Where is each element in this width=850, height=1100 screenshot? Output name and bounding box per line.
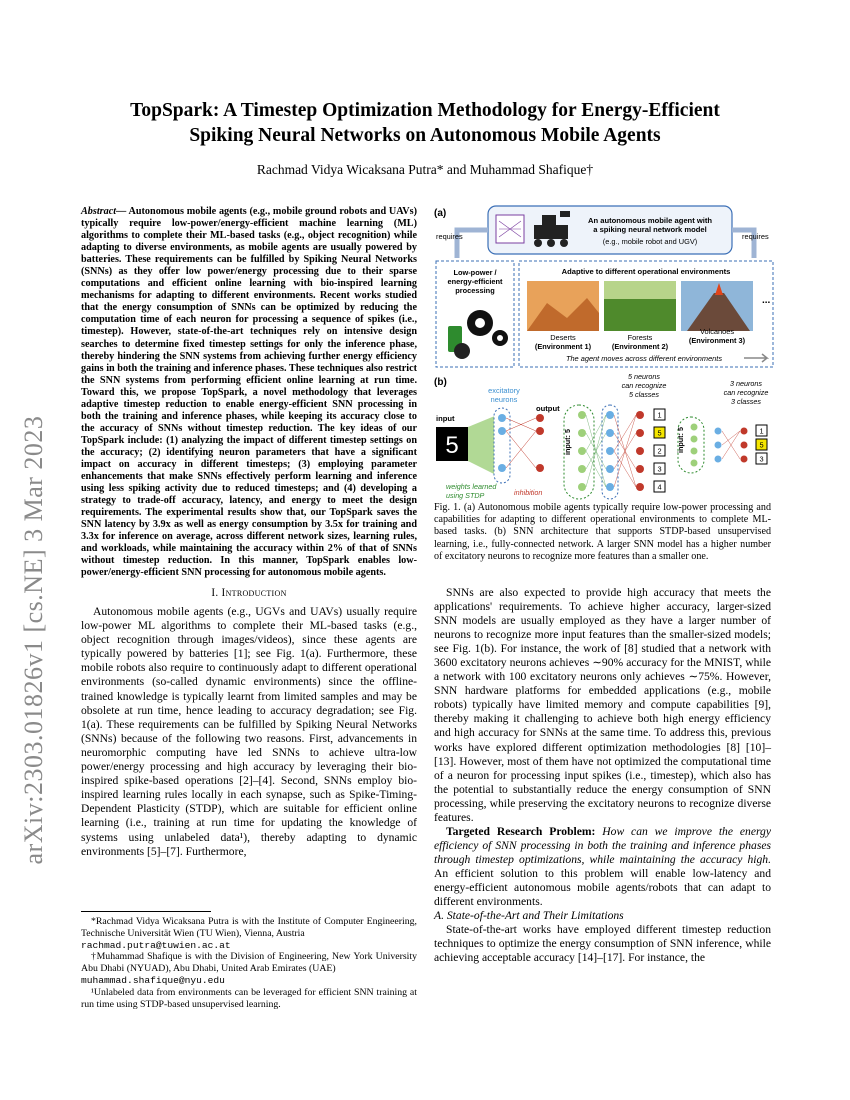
introduction-body xyxy=(81,605,417,859)
big-input-label: input: 5 xyxy=(563,429,572,455)
agent-sub: (e.g., mobile robot and UGV) xyxy=(602,237,698,246)
title-line-2: Spiking Neural Networks on Autonomous Mobile Agents xyxy=(189,125,661,146)
abstract-text: Autonomous mobile agents (e.g., mobile ground robots and UAVs) typically require low-power/energy-efficient machine learning (ML) algorithms to complete their ML-based tasks (e.g., object recognition) while adapting to diverse environments, as mobile agents are usually powered by batteries. These requirements can be fulfilled by Spiking Neural Networks (SNNs) as they offer low power/energy processing due to their sparse computations and efficient online learning with bio-inspired learning mechanisms for adapting to different environments. Recent works studied that the energy consumption of SNNs can be optimized by reducing the computation time of each neuron for processing a sequence of spikes (i.e., timestep). However, state-of-the-art techniques rely on intensive design searches to determine fixed timestep settings for only the inference phase, thereby hindering the SNN systems from achieving further energy efficiency gains in both the training and inference phases. These techniques also restrict the SNN systems from performing efficient online learning at run time. Toward this, we propose TopSpark, a novel methodology that leverages adaptive timestep reduction to enable energy-efficient SNN processing in both the training and inference phases, while keeping its accuracy close to the accuracy of SNNs without timestep reduction. The key ideas of our TopSpark include: (1) analyzing the impact of different timestep settings on the accuracy; (2) identifying neuron parameters that have a significant impact on accuracy in different timesteps; (3) employing parameter enhancements that make SNNs effectively perform learning and inference using less spiking activity due to reduced timesteps; and (4) developing a strategy to trade-off accuracy, latency, and energy to meet the design requirements. The experimental results show that, our TopSpark saves the SNN latency by 3.9x as well as energy consumption by 3.5x for training and 3.3x for inference on average, across different network sizes, learning rules, and workloads, while maintaining the accuracy within 2% of that of SNNs without timestep reduction. In this manner, TopSpark enables low-power/energy-efficient SNN processing for autonomous mobile agents. xyxy=(81,206,418,579)
small-input-label: input: 5 xyxy=(676,427,685,453)
email-1: rachmad.putra@tuwien.ac.at xyxy=(81,939,231,951)
intro-paragraph: Autonomous mobile agents (e.g., UGVs and UAVs) usually require low-power ML algorithms to complete their ML-based tasks (e.g., object recognition through images/videos), since these agents are typically powered by batteries [1]; see Fig. 1(a). Furthermore, these mobile robots also require to continuously adapt to different operational environments (so-called dynamic environments) since the offline-trained knowledge is typically learnt from limited samples and may be obsolete at run time, hence leading to accuracy degradation; see Fig. 1(a). These requirements can be fulfilled by Spiking Neural Networks (SNNs) because of the following two reasons. First, advancements in neuromorphic computing have led SNNs to achieve ultra-low power/energy processing and high accuracy by leveraging their bio-inspired spike-based operations [2]–[4]. Second, SNNs employ bio-inspired learning rules locally in each synapse, such as Spike-Timing-Dependent Plasticity (STDP), which are suitable for efficient online learning (i.e., training at run time for updating the knowledge of systems using unlabeled data¹), thereby adapting to dynamic environments [5]–[7]. Furthermore, xyxy=(81,605,417,858)
agent-title: An autonomous mobile agent with a spiking neural network model xyxy=(587,216,713,234)
right-column-body xyxy=(434,586,771,965)
abstract xyxy=(81,206,417,579)
small-class-label: 5 xyxy=(759,440,764,450)
right-paragraph-3: State-of-the-art works have employed different timestep reduction techniques to optimize the energy consumption of SNN inference, while achieving acceptable accuracy [14]–[17]. For instance, the xyxy=(434,923,771,965)
big-output-neurons xyxy=(636,411,644,491)
small-class-label: 3 xyxy=(759,454,764,464)
big-class-label: 1 xyxy=(657,410,662,420)
left-column xyxy=(81,206,417,859)
small-excitatory-neurons xyxy=(715,428,722,463)
trp-text: How can we improve the energy efficiency of SNN processing in both the training and inference phases through timestep optimizations, while maintaining the accuracy high. xyxy=(434,824,771,866)
fig-b-label: (b) xyxy=(434,377,447,388)
footnote-unlabeled-data: ¹Unlabeled data from environments can be leveraged for efficient SNN training at run time using STDP-based unsupervised learning. xyxy=(81,986,417,1010)
small-class-label: 1 xyxy=(759,426,764,436)
subsection-heading-a: A. State-of-the-Art and Their Limitations xyxy=(434,909,624,923)
env3-num: (Environment 3) xyxy=(688,336,746,345)
requires-left-label: requires xyxy=(436,232,463,241)
weights-label: weights learned using STDP xyxy=(446,482,497,500)
footnote-rule xyxy=(81,911,211,912)
trp-tail: An efficient solution to this problem will enable low-latency and energy-efficient autonomous mobile agents/robots that can adapt to different environments. xyxy=(434,866,771,909)
small-inhibition xyxy=(722,431,740,459)
input-label: input xyxy=(436,414,455,423)
big-net-caption: 5 neurons can recognize 5 classes xyxy=(621,372,667,399)
output-label: output xyxy=(536,404,560,413)
big-class-label: 4 xyxy=(657,482,662,492)
small-class-boxes xyxy=(756,425,767,464)
footnote-affiliation-2: †Muhammad Shafique is with the Division of Engineering, New York University Abu Dhabi (NYUAD), Abu Dhabi, United Arab Emirates (UAE) muhammad.shafique@nyu.edu xyxy=(81,951,417,986)
big-class-boxes xyxy=(654,409,665,492)
mnist-digit: 5 xyxy=(445,432,459,459)
figure-1-svg xyxy=(432,203,777,503)
author-list: Rachmad Vidya Wicaksana Putra* and Muhammad Shafique† xyxy=(256,162,594,177)
title-line-1: TopSpark: A Timestep Optimization Methodology for Energy-Efficient xyxy=(130,100,720,121)
figure-1-caption: Fig. 1. (a) Autonomous mobile agents typically require low-power processing and capabilities for adapting to different operational environments to complete ML-based tasks. (b) SNN architecture that supports STDP-based unsupervised learning, i.e., fully-connected network. A larger SNN model has a higher number of excitatory neurons to recognize more features than a smaller one. xyxy=(434,502,771,562)
forest-sky xyxy=(604,281,676,299)
inhibition-label: inhibition xyxy=(514,488,543,497)
big-class-label: 3 xyxy=(657,464,662,474)
footnote-affiliation-1: *Rachmad Vidya Wicaksana Putra is with the Institute of Computer Engineering, Technische Universität Wien (TU Wien), Vienna, Austria rachmad.putra@tuwien.ac.at xyxy=(81,916,417,951)
env3-name: Volcanoes xyxy=(699,327,735,336)
abstract-label: Abstract— xyxy=(81,206,127,217)
big-class-label: 5 xyxy=(657,428,662,438)
small-output-neurons xyxy=(741,428,748,463)
arxiv-sidebar-stamp: arXiv:2303.01826v1 [cs.NE] 3 Mar 2023 xyxy=(19,415,48,865)
adaptive-label: Adaptive to different operational environments xyxy=(561,267,731,276)
section-heading-introduction: I. Introduction xyxy=(211,587,287,600)
requires-right-label: requires xyxy=(742,232,769,241)
paper-title xyxy=(100,98,750,148)
trp-label: Targeted Research Problem: xyxy=(446,824,596,838)
output-neurons xyxy=(536,414,544,472)
env1-name: Deserts xyxy=(550,333,576,342)
env-ellipsis: ... xyxy=(762,295,771,306)
big-class-label: 2 xyxy=(657,446,662,456)
fig-a-label: (a) xyxy=(434,208,447,219)
env2-num: (Environment 2) xyxy=(611,342,669,351)
targeted-research-problem xyxy=(434,825,771,909)
env2-name: Forests xyxy=(627,333,653,342)
email-2: muhammad.shafique@nyu.edu xyxy=(81,974,225,986)
small-net-caption: 3 neurons can recognize 3 classes xyxy=(723,379,769,406)
excitatory-label: excitatory neurons xyxy=(488,386,520,404)
footnotes xyxy=(81,911,417,1010)
moves-label: The agent moves across different environments xyxy=(565,354,723,363)
env1-num: (Environment 1) xyxy=(534,342,592,351)
lowpower-label: Low-power / energy-efficient processing xyxy=(447,268,503,295)
right-paragraph-1: SNNs are also expected to provide high accuracy that meets the applications' requirements. To achieve higher accuracy, larger-sized SNN models are usually employed as they have a larger number of neurons to recognize more input features than the smaller-sized models; see Fig. 1(b). For instance, the work of [8] studied that a network with 3600 excitatory neurons achieves ∼90% accuracy for the MNIST, while a network with 100 excitatory neurons only achieves ∼75%. However, SNN hardware platforms for embedded applications (e.g., mobile robots) typically have limited memory and compute capabilities [9], thereby making it challenging to achieve both high energy efficiency and high accuracy for SNNs at the same time. To address this, previous works have explored different optimization methodologies [8] [10]–[13]. However, most of them have not optimized the computational time of a neuron for processing input spikes (i.e., timestep), which also has the potential to substantially reduce the energy consumption of SNN processing, while preserving the excitatory neurons to recognize diverse features. xyxy=(434,586,771,824)
